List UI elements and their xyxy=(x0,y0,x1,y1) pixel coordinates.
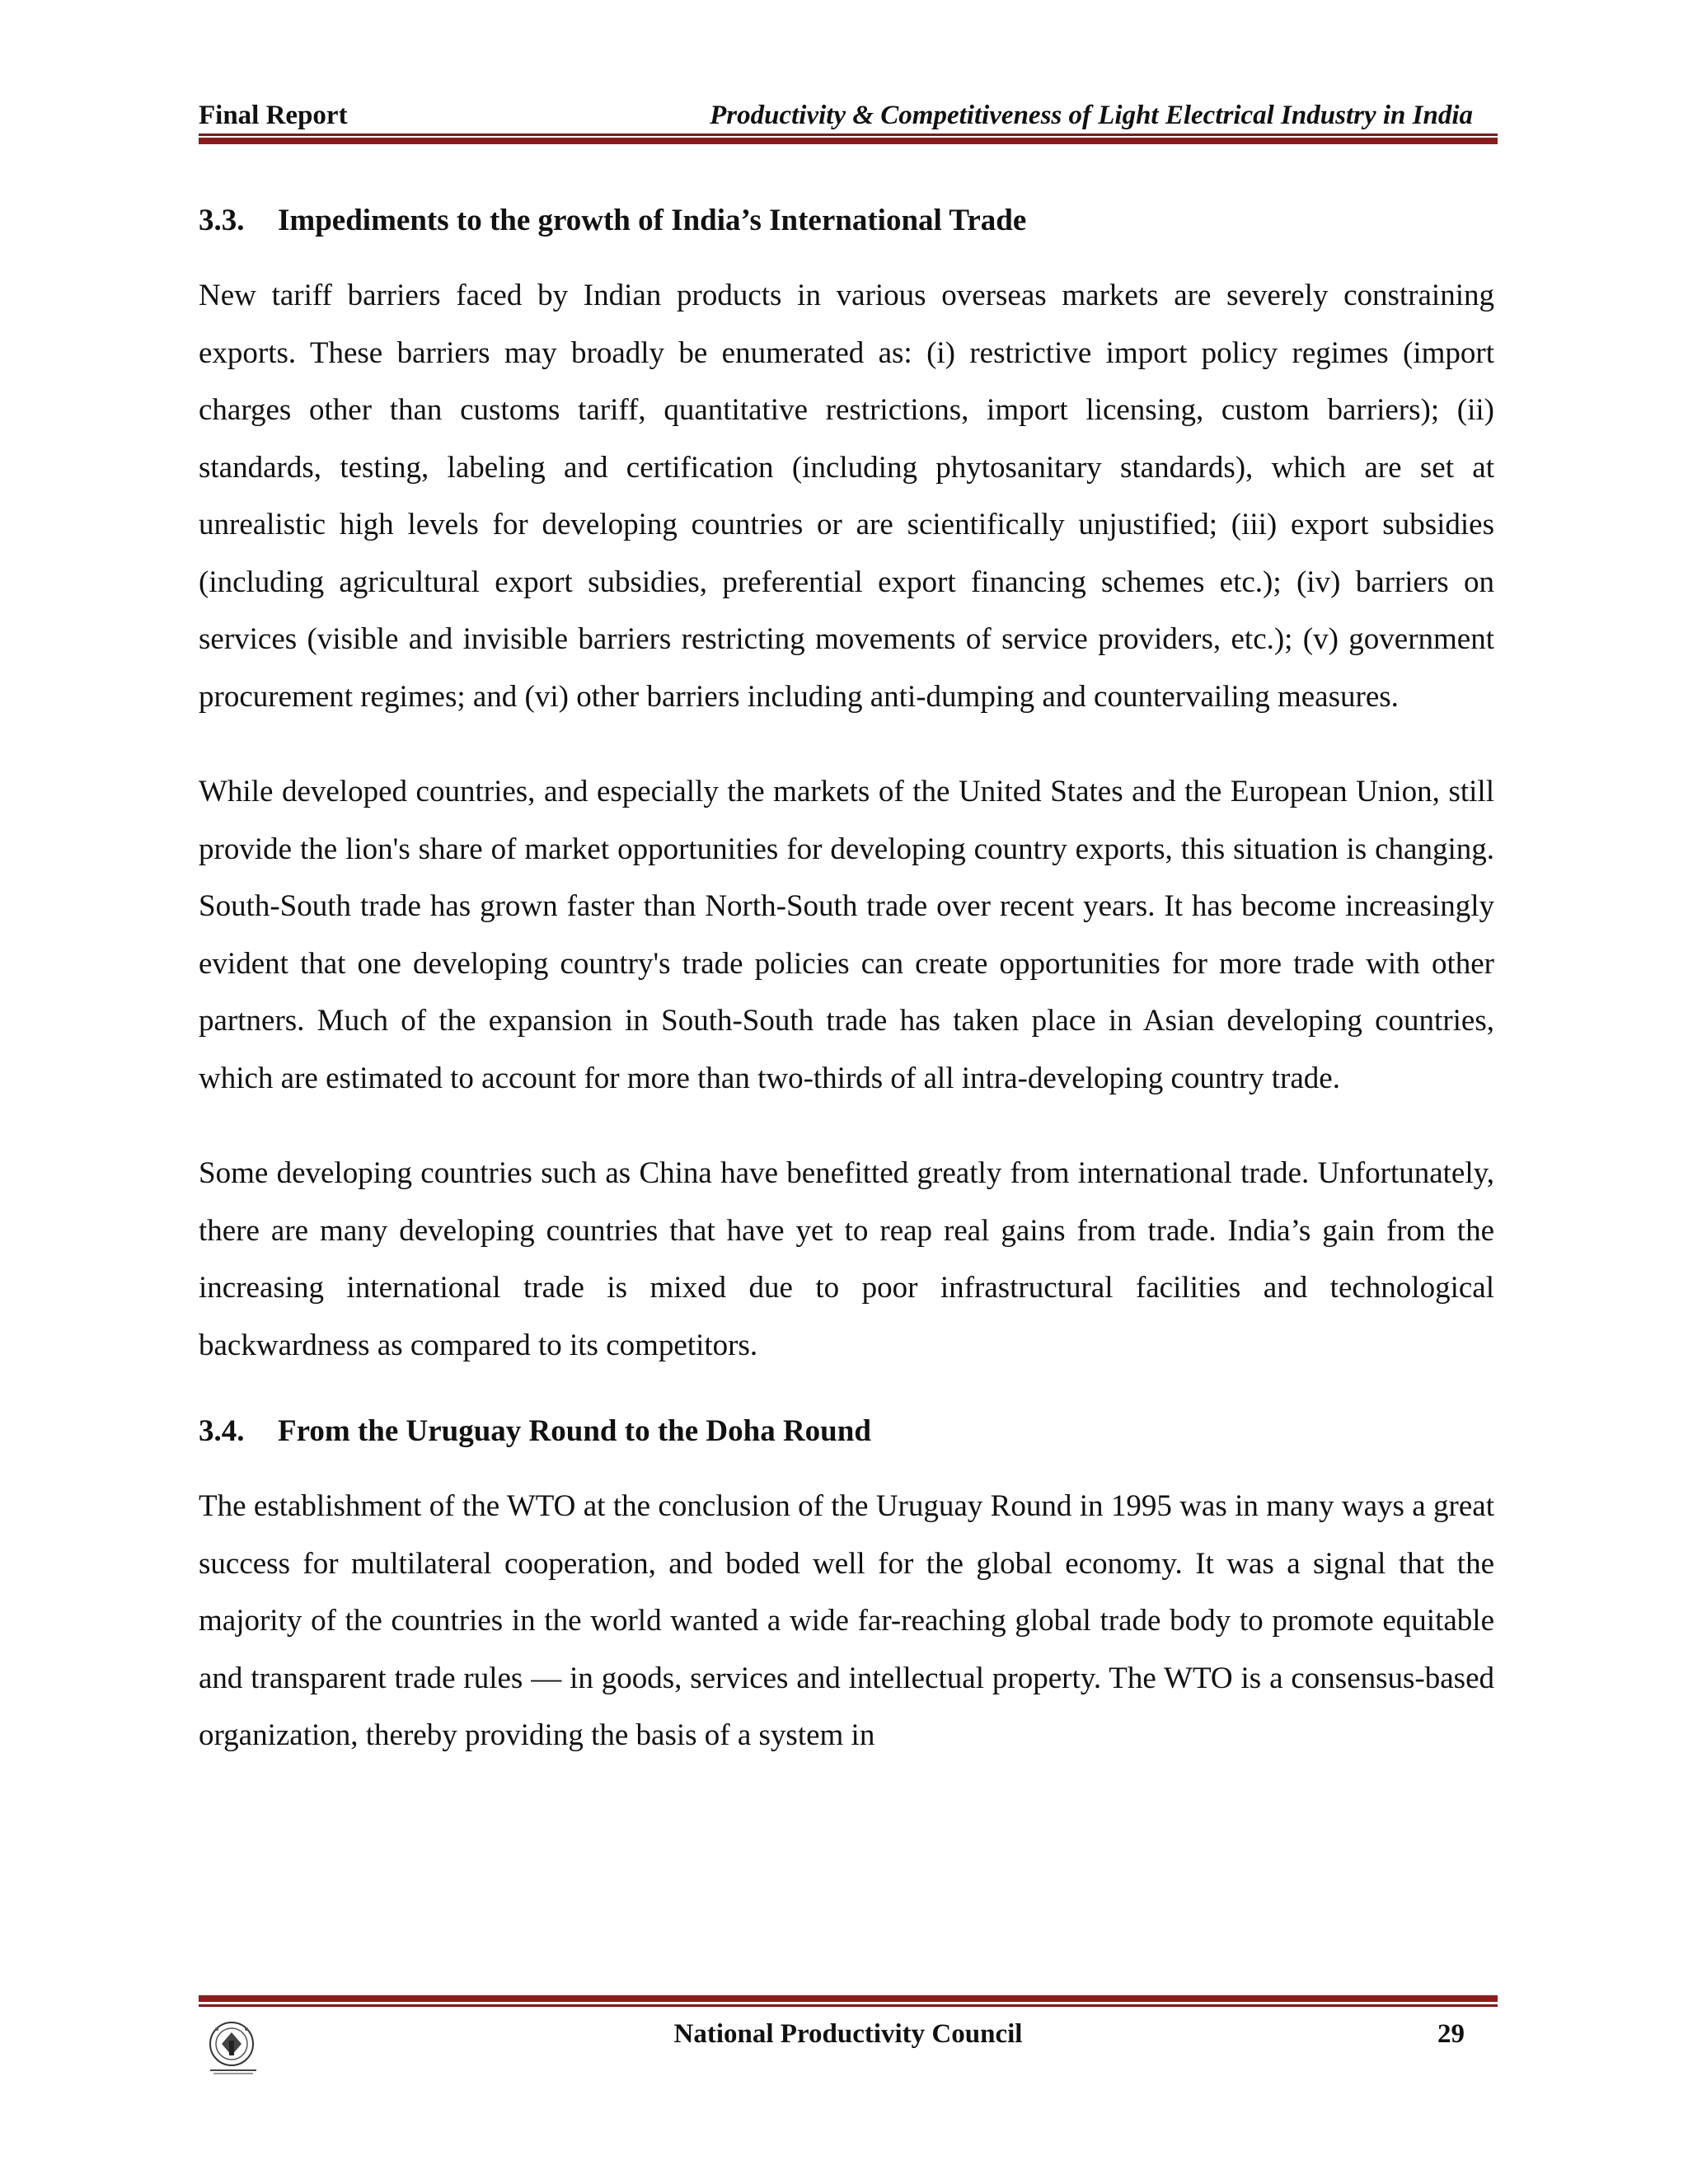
page-footer xyxy=(199,2008,1498,2082)
paragraph: While developed countries, and especially the markets of the United States and the European Union, still provide the lion's share of market opportunities for developing country exports, this situation is changing. South-South trade has grown faster than North-South trade over recent years. It has become increasingly evident that one developing country's trade policies can create opportunities for more trade with other partners. Much of the expansion in South-South trade has taken place in Asian developing countries, which are estimated to account for more than two-thirds of all intra-developing country trade. xyxy=(199,775,1494,1095)
page-number: 29 xyxy=(1437,2019,1465,2049)
header-rule-thin xyxy=(199,134,1498,136)
section-title: Impediments to the growth of India’s International Trade xyxy=(278,204,1027,237)
paragraph: Some developing countries such as China have benefitted greatly from international trade. Unfortunately, there are many developing countries that have yet to reap real gains from trade. India’s gain from the increasing international trade is mixed due to poor infrastructural facilities and technological backwardness as compared to its competitors. xyxy=(199,1156,1494,1362)
footer-organization: National Productivity Council xyxy=(673,2019,1023,2049)
section-number: 3.3. xyxy=(199,204,245,237)
paragraph: The establishment of the WTO at the conclusion of the Uruguay Round in 1995 was in many ways a great success for multilateral cooperation, and boded well for the global economy. It was a signal that the majority of the countries in the world wanted a wide far-reaching global trade body to promote equitable and transparent trade rules — in goods, services and intellectual property. The WTO is a consensus-based organization, thereby providing the basis of a system in xyxy=(199,1489,1494,1752)
header-report-label: Final Report xyxy=(199,101,348,130)
header-report-title: Productivity & Competitiveness of Light Electrical Industry in India xyxy=(710,101,1473,130)
page-header xyxy=(199,97,1498,134)
footer-rule-thick xyxy=(199,1995,1498,2002)
header-rule-thick xyxy=(199,138,1498,144)
paragraph: New tariff barriers faced by Indian products in various overseas markets are severely constraining exports. These barriers may broadly be enumerated as: (i) restrictive import policy regimes (import charges other than customs tariff, quantitative restrictions, import licensing, custom barriers); (ii) standards, testing, labeling and certification (including phytosanitary standards), which are set at unrealistic high levels for developing countries or are scientifically unjustified; (iii) export subsidies (including agricultural export subsidies, preferential export financing schemes etc.); (iv) barriers on services (visible and invisible barriers restricting movements of service providers, etc.); (v) government procurement regimes; and (vi) other barriers including anti-dumping and countervailing measures. xyxy=(199,279,1494,714)
section-number: 3.4. xyxy=(199,1414,245,1448)
page-content xyxy=(199,196,1494,1765)
footer-rule-thin xyxy=(199,2004,1498,2007)
section-heading-3-4 xyxy=(199,1407,1494,1456)
section-heading-3-3 xyxy=(199,196,1494,246)
section-title: From the Uruguay Round to the Doha Round xyxy=(278,1414,871,1448)
